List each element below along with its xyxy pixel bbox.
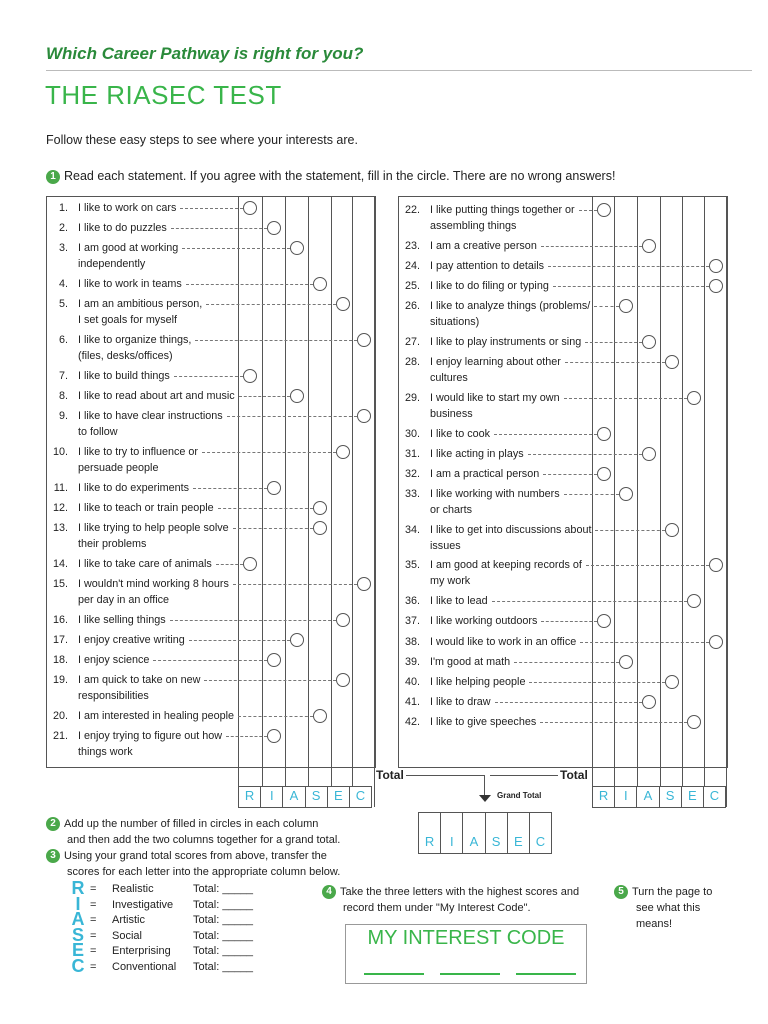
question-number: 10. — [52, 446, 68, 458]
question-text: to follow — [78, 426, 118, 438]
dotted-leader — [238, 716, 313, 717]
question-text: I like to give speeches — [430, 716, 537, 728]
column-divider — [682, 196, 683, 807]
question-text: I like trying to help people solve — [78, 522, 229, 534]
letter-row-right — [592, 786, 726, 808]
category-total[interactable]: Total: _____ — [193, 914, 253, 926]
dotted-leader — [171, 228, 267, 229]
dotted-leader — [495, 702, 642, 703]
riasec-letter-c: C — [71, 955, 85, 976]
category-total[interactable]: Total: _____ — [193, 898, 253, 911]
letter-cell-c: C — [709, 788, 720, 803]
step-5-line-3: means! — [636, 918, 673, 930]
dotted-leader — [189, 640, 290, 641]
answer-circle[interactable] — [597, 467, 611, 481]
interest-code-title: MY INTEREST CODE — [367, 927, 565, 949]
letter-row-left — [238, 786, 372, 808]
question-text: I wouldn't mind working 8 hours — [78, 578, 229, 590]
question-number: 38. — [404, 636, 420, 648]
question-number: 21. — [52, 730, 68, 742]
grand-total-arrow-line — [484, 775, 485, 797]
step-3-line-2: scores for each letter into the appropriate column below. — [67, 866, 341, 878]
category-name: Realistic — [112, 883, 154, 895]
grand-total-arrow-icon — [479, 795, 491, 802]
question-text: I enjoy science — [78, 654, 150, 666]
question-text: I enjoy trying to figure out how — [78, 730, 223, 742]
answer-circle[interactable] — [243, 369, 257, 383]
letter-cell-i: I — [441, 813, 463, 853]
category-total[interactable]: Total: _____ — [193, 929, 253, 942]
question-text: responsibilities — [78, 690, 149, 702]
question-number: 34. — [404, 524, 420, 536]
category-total[interactable]: Total: _____ — [193, 960, 253, 973]
riasec-letter-s: S — [71, 924, 84, 945]
dotted-leader — [529, 682, 665, 683]
question-number: 22. — [404, 204, 420, 216]
answer-circle[interactable] — [619, 487, 633, 501]
question-text: per day in an office — [78, 594, 170, 606]
step-5-line-1: Turn the page to — [632, 886, 713, 898]
dotted-leader — [553, 286, 709, 287]
answer-circle[interactable] — [267, 221, 281, 235]
dotted-leader — [174, 376, 243, 377]
dotted-leader — [514, 662, 619, 663]
question-text: I like acting in plays — [430, 448, 524, 460]
question-text: I like working outdoors — [430, 615, 538, 627]
category-name: Investigative — [112, 898, 174, 911]
question-text: I like to work in teams — [78, 278, 182, 290]
column-divider — [637, 196, 638, 807]
dotted-leader — [565, 362, 665, 363]
dotted-leader — [594, 306, 619, 307]
step-2-line-1: Add up the number of filled in circles in each column — [64, 818, 319, 830]
question-text: I like to do puzzles — [78, 222, 167, 234]
question-text: I like to work on cars — [78, 202, 177, 214]
dotted-leader — [180, 208, 243, 209]
question-text: I like helping people — [430, 676, 526, 688]
answer-circle[interactable] — [290, 633, 304, 647]
grand-total-label: Grand Total — [497, 791, 542, 800]
dotted-leader — [548, 266, 709, 267]
question-number: 2. — [58, 222, 68, 234]
question-number: 14. — [52, 558, 68, 570]
dotted-leader — [226, 736, 267, 737]
dotted-leader — [595, 530, 665, 531]
dotted-leader — [153, 660, 267, 661]
step-3-number: 3 — [46, 849, 60, 863]
letter-cell-r: R — [239, 787, 261, 807]
question-number: 30. — [404, 428, 420, 440]
category-name: Enterprising — [112, 945, 171, 957]
answer-circle[interactable] — [290, 389, 304, 403]
letter-cell-i: I — [615, 787, 637, 807]
question-number: 8. — [58, 390, 68, 402]
question-number: 37. — [404, 615, 420, 627]
question-number: 31. — [404, 448, 420, 460]
dotted-leader — [540, 722, 687, 723]
answer-circle[interactable] — [642, 695, 656, 709]
letter-cell-i: I — [261, 787, 283, 807]
question-number: 27. — [404, 336, 420, 348]
category-name: Social — [112, 929, 142, 942]
answer-circle[interactable] — [336, 673, 350, 687]
question-text: I like to try to influence or — [78, 446, 199, 458]
answer-circle[interactable] — [357, 409, 371, 423]
step-2-number: 2 — [46, 817, 60, 831]
answer-circle[interactable] — [267, 653, 281, 667]
dotted-leader — [564, 398, 687, 399]
question-text: I pay attention to details — [430, 260, 545, 272]
column-divider — [660, 196, 661, 807]
question-text: I like to have clear instructions — [78, 410, 223, 422]
question-number: 1. — [58, 202, 68, 214]
equals-sign: = — [90, 929, 97, 942]
dotted-leader — [186, 284, 313, 285]
step-1 — [46, 168, 615, 184]
answer-circle[interactable] — [687, 391, 701, 405]
question-text: I am good at working — [78, 242, 179, 254]
equals-sign: = — [90, 945, 97, 957]
dotted-leader — [239, 396, 290, 397]
dotted-leader — [202, 452, 336, 453]
question-number: 3. — [58, 242, 68, 254]
dotted-leader — [233, 584, 357, 585]
equals-sign: = — [90, 898, 97, 911]
question-text: I like to organize things, — [78, 334, 192, 346]
answer-circle[interactable] — [642, 447, 656, 461]
answer-circle[interactable] — [709, 558, 723, 572]
dotted-leader — [193, 488, 267, 489]
question-number: 19. — [52, 674, 68, 686]
interest-code-box — [345, 924, 587, 984]
question-number: 11. — [53, 482, 68, 494]
question-number: 6. — [58, 334, 68, 346]
step-5-line-2: see what this — [636, 902, 701, 914]
step-2-line-2: and then add the two columns together for a grand total. — [67, 834, 341, 846]
question-number: 40. — [404, 676, 420, 688]
answer-circle[interactable] — [597, 614, 611, 628]
question-text: their problems — [78, 538, 147, 550]
question-number: 35. — [404, 559, 420, 571]
question-text: I am a practical person — [430, 468, 540, 480]
letter-cell-a: A — [637, 787, 659, 807]
question-number: 5. — [58, 298, 68, 310]
letter-cell-c: C — [535, 834, 546, 849]
dotted-leader — [492, 601, 687, 602]
dotted-leader — [543, 474, 597, 475]
question-text: I like to take care of animals — [78, 558, 212, 570]
answer-circle[interactable] — [357, 577, 371, 591]
question-text: issues — [430, 540, 461, 552]
question-text: I like to get into discussions about — [430, 524, 592, 536]
question-text: I like to do experiments — [78, 482, 190, 494]
answer-circle[interactable] — [687, 594, 701, 608]
question-text: I like to lead — [430, 595, 488, 607]
header-divider — [46, 70, 752, 71]
answer-circle[interactable] — [665, 675, 679, 689]
question-text: cultures — [430, 372, 468, 384]
interest-code-slot-3[interactable] — [516, 973, 576, 975]
total-line-left — [406, 775, 484, 776]
equals-sign: = — [90, 914, 97, 926]
dotted-leader — [227, 416, 357, 417]
dotted-leader — [182, 248, 290, 249]
question-text: independently — [78, 258, 146, 270]
answer-circle[interactable] — [313, 709, 327, 723]
question-number: 23. — [404, 240, 420, 252]
equals-sign: = — [90, 883, 97, 895]
question-text: I set goals for myself — [78, 314, 178, 326]
question-text: or charts — [430, 504, 473, 516]
answer-circle[interactable] — [642, 335, 656, 349]
answer-circle[interactable] — [709, 635, 723, 649]
total-line-right — [490, 775, 558, 776]
answer-circle[interactable] — [619, 655, 633, 669]
question-text: I like to draw — [430, 696, 491, 708]
step-3-line-1: Using your grand total scores from above, transfer the — [64, 850, 327, 862]
question-number: 20. — [52, 710, 68, 722]
step-2 — [46, 816, 340, 848]
question-text: I like to cook — [430, 428, 491, 440]
question-number: 25. — [404, 280, 420, 292]
dotted-leader — [580, 642, 709, 643]
dotted-leader — [170, 620, 336, 621]
question-text: I like to build things — [78, 370, 170, 382]
letter-cell-e: E — [508, 813, 530, 853]
question-number: 17. — [52, 634, 68, 646]
question-text: I am an ambitious person, — [78, 298, 203, 310]
letter-cell-r: R — [593, 787, 615, 807]
column-divider — [331, 196, 332, 807]
step-4-line-1: Take the three letters with the highest scores and — [340, 886, 580, 898]
total-label-right: Total — [560, 768, 588, 782]
answer-circle[interactable] — [336, 445, 350, 459]
step-4 — [322, 884, 579, 916]
letter-cell-e: E — [682, 787, 704, 807]
answer-circle[interactable] — [357, 333, 371, 347]
answer-circle[interactable] — [709, 259, 723, 273]
dotted-leader — [233, 528, 313, 529]
question-text: I'm good at math — [430, 656, 511, 668]
page-title: THE RIASEC TEST — [45, 80, 282, 110]
riasec-letter-r: R — [71, 878, 85, 898]
question-text: I like to analyze things (problems/ — [430, 300, 591, 312]
question-text: I am a creative person — [430, 240, 537, 252]
column-divider — [614, 196, 615, 807]
dotted-leader — [528, 454, 642, 455]
answer-circle[interactable] — [336, 297, 350, 311]
question-text: (files, desks/offices) — [78, 350, 173, 362]
letter-cell-s: S — [306, 787, 328, 807]
step-5 — [614, 884, 712, 932]
step-4-number: 4 — [322, 885, 336, 899]
riasec-letter-a: A — [71, 909, 85, 929]
question-text: I like to read about art and music — [78, 390, 235, 402]
question-number: 42. — [404, 716, 420, 728]
column-divider — [352, 196, 353, 807]
dotted-leader — [585, 342, 642, 343]
column-divider — [374, 196, 375, 807]
dotted-leader — [541, 621, 597, 622]
letter-cell-a: A — [283, 787, 305, 807]
category-total[interactable]: Total: _____ — [193, 883, 253, 895]
column-divider — [704, 196, 705, 807]
question-number: 41. — [404, 696, 420, 708]
question-number: 32. — [404, 468, 420, 480]
letter-cell-c: C — [355, 788, 366, 803]
step-3 — [46, 848, 340, 880]
question-number: 13. — [52, 522, 68, 534]
step-5-number: 5 — [614, 885, 628, 899]
column-divider — [726, 196, 727, 807]
answer-circle[interactable] — [642, 239, 656, 253]
letter-cell-s: S — [486, 813, 508, 853]
answer-circle[interactable] — [665, 523, 679, 537]
question-number: 24. — [404, 260, 420, 272]
question-number: 4. — [58, 278, 68, 290]
question-text: I enjoy learning about other — [430, 356, 561, 368]
question-text: I like to do filing or typing — [430, 280, 549, 292]
question-text: I am good at keeping records of — [430, 559, 582, 571]
dotted-leader — [216, 564, 243, 565]
answer-circle[interactable] — [313, 501, 327, 515]
answer-circle[interactable] — [665, 355, 679, 369]
question-text: I am interested in healing people — [78, 710, 235, 722]
answer-circle[interactable] — [597, 427, 611, 441]
column-divider — [592, 196, 593, 807]
dotted-leader — [206, 304, 336, 305]
question-number: 26. — [404, 300, 420, 312]
grand-total-letter-row — [418, 812, 552, 854]
question-text: business — [430, 408, 473, 420]
answer-circle[interactable] — [336, 613, 350, 627]
dotted-leader — [494, 434, 597, 435]
answer-circle[interactable] — [597, 203, 611, 217]
question-text: my work — [430, 575, 471, 587]
letter-cell-a: A — [463, 813, 485, 853]
step-1-number: 1 — [46, 170, 60, 184]
question-text: things work — [78, 746, 133, 758]
intro-text: Follow these easy steps to see where your interests are. — [46, 133, 358, 147]
answer-circle[interactable] — [687, 715, 701, 729]
question-text: assembling things — [430, 220, 517, 232]
question-text: I would like to work in an office — [430, 636, 577, 648]
answer-circle[interactable] — [290, 241, 304, 255]
dotted-leader — [218, 508, 313, 509]
dotted-leader — [564, 494, 619, 495]
question-text: persuade people — [78, 462, 159, 474]
answer-circle[interactable] — [709, 279, 723, 293]
question-text: I would like to start my own — [430, 392, 560, 404]
question-number: 16. — [52, 614, 68, 626]
dotted-leader — [541, 246, 642, 247]
question-number: 39. — [404, 656, 420, 668]
question-text: I like putting things together or — [430, 204, 575, 216]
equals-sign: = — [90, 960, 97, 973]
riasec-letter-i: I — [75, 893, 81, 914]
interest-code-slot-2[interactable] — [440, 973, 500, 975]
question-number: 18. — [52, 654, 68, 666]
step-4-line-2: record them under "My Interest Code". — [343, 902, 531, 914]
category-name: Artistic — [112, 914, 145, 926]
step-1-text: Read each statement. If you agree with the statement, fill in the circle. There are no wrong answers! — [64, 169, 616, 183]
category-name: Conventional — [112, 960, 177, 973]
question-text: I like to play instruments or sing — [430, 336, 582, 348]
question-number: 12. — [52, 502, 68, 514]
dotted-leader — [586, 565, 709, 566]
letter-cell-r: R — [419, 813, 441, 853]
answer-circle[interactable] — [243, 201, 257, 215]
interest-code-slot-1[interactable] — [364, 973, 424, 975]
page-subtitle: Which Career Pathway is right for you? — [46, 44, 364, 63]
question-number: 15. — [52, 578, 68, 590]
question-text: I like to teach or train people — [78, 502, 214, 514]
question-number: 36. — [404, 595, 420, 607]
question-number: 29. — [404, 392, 420, 404]
answer-circle[interactable] — [313, 277, 327, 291]
answer-circle[interactable] — [267, 729, 281, 743]
question-text: I am quick to take on new — [78, 674, 201, 686]
question-text: I like selling things — [78, 614, 166, 626]
riasec-letter-e: E — [71, 940, 84, 960]
question-text: situations) — [430, 316, 480, 328]
question-number: 9. — [58, 410, 68, 422]
letter-cell-s: S — [660, 787, 682, 807]
answer-circle[interactable] — [313, 521, 327, 535]
question-text: I enjoy creative writing — [78, 634, 185, 646]
category-total[interactable]: Total: _____ — [193, 945, 253, 957]
total-label-left: Total — [376, 768, 404, 782]
answer-circle[interactable] — [619, 299, 633, 313]
question-number: 28. — [404, 356, 420, 368]
question-number: 7. — [58, 370, 68, 382]
dotted-leader — [579, 210, 597, 211]
dotted-leader — [195, 340, 357, 341]
question-number: 33. — [404, 488, 420, 500]
letter-cell-e: E — [328, 787, 350, 807]
answer-circle[interactable] — [243, 557, 257, 571]
answer-circle[interactable] — [267, 481, 281, 495]
dotted-leader — [204, 680, 336, 681]
question-text: I like working with numbers — [430, 488, 560, 500]
